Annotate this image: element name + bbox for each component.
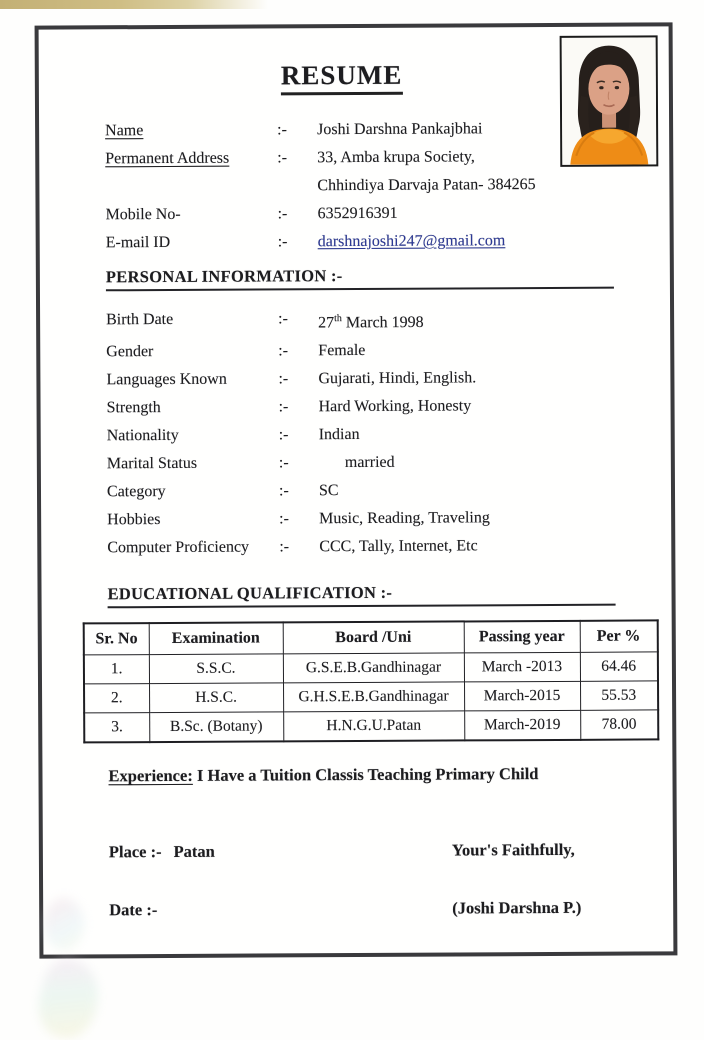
hobbies-value: Music, Reading, Traveling	[319, 509, 490, 528]
separator: :-	[278, 342, 289, 360]
email-link: darshnajoshi247@gmail.com	[317, 232, 506, 251]
scan-edge-strip	[0, 0, 268, 9]
place-label: Place :-	[108, 842, 162, 862]
applicant-photo-image	[562, 37, 657, 164]
personal-row-computer	[107, 532, 653, 563]
cell-passing-year: March -2013	[464, 653, 580, 683]
scan-smudge-inner	[44, 898, 84, 950]
separator-blank	[277, 172, 317, 200]
address-value-line1: 33, Amba krupa Society,	[317, 148, 475, 167]
separator: :-	[277, 121, 287, 139]
hobbies-label: Hobbies	[107, 511, 161, 529]
cell-board: H.N.G.U.Patan	[283, 711, 464, 741]
col-header-srno: Sr. No	[84, 623, 149, 655]
address-label: Permanent Address	[105, 149, 230, 168]
personal-row-birthdate	[106, 303, 652, 338]
separator: :-	[277, 233, 288, 251]
separator: :-	[278, 426, 289, 444]
personal-info-section	[106, 303, 653, 562]
cell-srno: 3.	[84, 713, 149, 743]
table-row	[84, 681, 658, 713]
address-value-line2: Chhindiya Darvaja Patan- 384265	[317, 176, 536, 195]
mobile-value: 6352916391	[317, 204, 398, 223]
personal-row-hobbies	[107, 504, 653, 535]
col-header-board: Board /Uni	[283, 622, 464, 654]
separator: :-	[277, 149, 288, 167]
computer-value: CCC, Tally, Internet, Etc	[319, 537, 478, 556]
cell-examination: B.Sc. (Botany)	[149, 712, 283, 742]
col-header-passing-year: Passing year	[464, 621, 580, 653]
ordinal-suffix: th	[334, 313, 342, 325]
separator: :-	[278, 310, 288, 328]
nationality-value: Indian	[318, 426, 360, 444]
scan-smudge-bottom-left	[31, 954, 106, 1040]
category-label: Category	[106, 483, 166, 501]
strength-label: Strength	[106, 399, 161, 417]
separator: :-	[278, 398, 289, 416]
gender-label: Gender	[106, 343, 154, 361]
cell-percent: 55.53	[580, 681, 658, 710]
languages-value: Gujarati, Hindi, English.	[318, 369, 477, 388]
languages-label: Languages Known	[106, 371, 227, 389]
email-label: E-mail ID	[105, 233, 171, 252]
experience-line	[108, 764, 654, 787]
place-row	[109, 840, 655, 863]
name-label: Name	[105, 122, 144, 140]
cell-srno: 1.	[84, 655, 149, 684]
separator: :-	[279, 510, 289, 528]
birthdate-value: 27th March 1998	[318, 313, 424, 332]
address-label-blank	[105, 172, 277, 201]
cell-passing-year: March-2015	[464, 682, 580, 712]
personal-row-strength	[106, 392, 652, 423]
personal-row-gender	[106, 336, 652, 367]
cell-srno: 2.	[84, 684, 149, 713]
contact-row-mobile	[105, 198, 651, 229]
contact-row-address2	[105, 170, 651, 201]
cell-examination: H.S.C.	[149, 683, 283, 713]
marital-value: married	[344, 454, 395, 472]
category-value: SC	[318, 482, 339, 500]
educational-qualification-heading: EDUCATIONAL QUALIFICATION :-	[107, 582, 615, 609]
cell-percent: 64.46	[580, 652, 658, 681]
nationality-label: Nationality	[106, 427, 179, 445]
col-header-examination: Examination	[149, 623, 283, 655]
mobile-label: Mobile No-	[105, 205, 181, 224]
name-value: Joshi Darshna Pankajbhai	[317, 120, 483, 139]
table-row	[84, 710, 658, 743]
table-row	[84, 652, 658, 684]
personal-row-marital	[107, 448, 653, 479]
applicant-photo	[560, 35, 659, 167]
birthdate-label: Birth Date	[106, 310, 174, 329]
separator: :-	[278, 482, 289, 500]
cell-examination: S.S.C.	[149, 654, 283, 684]
date-label: Date :-	[109, 900, 158, 920]
closing-text: Your's Faithfully,	[451, 840, 575, 860]
date-row	[109, 898, 655, 921]
table-header-row	[84, 621, 658, 656]
contact-row-email	[106, 226, 652, 257]
personal-row-languages	[106, 364, 652, 395]
cell-passing-year: March-2019	[464, 711, 580, 741]
col-header-percent: Per %	[580, 621, 658, 653]
separator: :-	[279, 538, 290, 556]
separator: :-	[278, 370, 289, 388]
strength-value: Hard Working, Honesty	[318, 397, 472, 416]
cell-board: G.H.S.E.B.Gandhinagar	[283, 682, 464, 712]
separator: :-	[277, 205, 288, 223]
experience-label: Experience:	[108, 766, 193, 786]
cell-board: G.S.E.B.Gandhinagar	[283, 653, 464, 683]
marital-label: Marital Status	[106, 455, 198, 473]
separator: :-	[278, 454, 289, 472]
computer-label: Computer Proficiency	[107, 538, 250, 557]
place-value: Patan	[173, 842, 215, 862]
experience-text: I Have a Tuition Classis Teaching Primary Child	[192, 764, 539, 786]
signature-name: (Joshi Darshna P.)	[452, 898, 582, 918]
page-title: RESUME	[281, 60, 403, 96]
education-table	[83, 620, 660, 744]
personal-row-nationality	[107, 420, 653, 451]
page-border-frame	[35, 22, 678, 958]
gender-value: Female	[318, 342, 366, 360]
cell-percent: 78.00	[580, 710, 658, 740]
personal-information-heading: PERSONAL INFORMATION :-	[106, 265, 614, 292]
personal-row-category	[107, 476, 653, 507]
